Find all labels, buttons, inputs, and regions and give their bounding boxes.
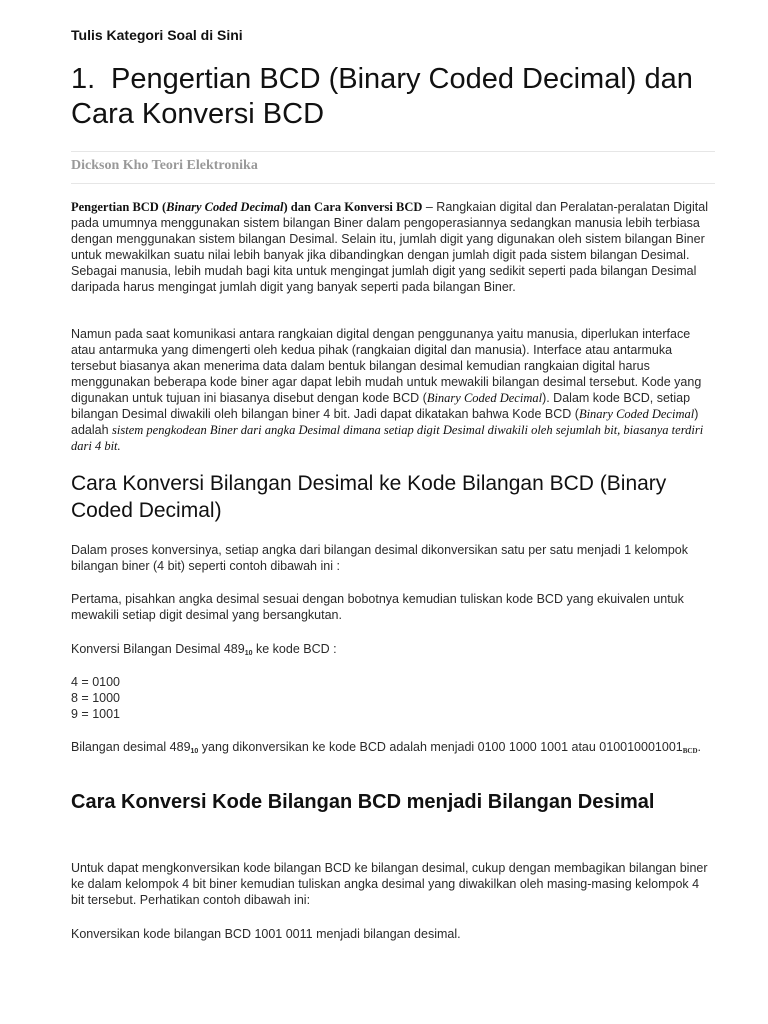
- conversion-result: Bilangan desimal $489_{10}$ yang dikonversikan ke kode BCD adalah menjadi 0100 1000 1001 atau $010010001001_{BCD}$.: [71, 740, 701, 755]
- section2-paragraph-1: Untuk dapat mengkonversikan kode bilangan BCD ke bilangan desimal, cukup dengan membagikan bilangan biner ke dalam kelompok 4 bit biner kemudian tuliskan angka desimal yang diwakilkan oleh masing-masing kelompok 4 bit tersebut. Perhatikan contoh dibawah ini:: [71, 861, 708, 907]
- bcd-definition: sistem pengkodean Biner dari angka Desimal dimana setiap digit Desimal diwakili oleh sejumlah bit, biasanya terdiri dari 4 bit.: [71, 423, 704, 453]
- section1-paragraph-1: Dalam proses konversinya, setiap angka dari bilangan desimal dikonversikan satu per satu menjadi 1 kelompok bilangan biner (4 bit) seperti contoh dibawah ini :: [71, 543, 688, 573]
- intro-text: – Rangkaian digital dan Peralatan-peralatan Digital pada umumnya menggunakan sistem bilangan Biner dalam pengoperasiannya sedangkan manusia lebih terbiasa dengan menggunakan sistem bilangan Desimal. Selain itu, jumlah digit yang digunakan oleh sistem bilangan Biner untuk mewakilkan suatu nilai lebih banyak jika dibandingkan dengan jumlah digit pada sistem bilangan Desimal. Sebagai manusia, lebih mudah bagi kita untuk mengingat jumlah digit yang sedikit seperti pada bilangan Desimal daripada harus mengingat jumlah digit yang banyak seperti pada bilangan Biner.: [71, 200, 708, 294]
- digit-mapping: 8 = 1000: [71, 691, 121, 705]
- title-number: 1.: [71, 63, 96, 95]
- base-subscript: 10: [190, 748, 199, 755]
- divider: [71, 151, 715, 152]
- section2-paragraph-2: Konversikan kode bilangan BCD 1001 0011 menjadi bilangan desimal.: [71, 927, 461, 941]
- author-byline: Dickson Kho Teori Elektronika: [71, 158, 258, 173]
- intro-lead-end: ) dan Cara Konversi BCD: [283, 200, 423, 214]
- para2-term-2: Binary Coded Decimal: [578, 407, 695, 421]
- intro-paragraph: [71, 199, 715, 295]
- section-heading-decimal-to-bcd: Cara Konversi Bilangan Desimal ke Kode Bilangan BCD (Binary Coded Decimal): [71, 472, 667, 522]
- para2-text-a: Namun pada saat komunikasi antara rangkaian digital dengan penggunanya yaitu manusia, diperlukan interface atau antarmuka yang dimengerti oleh kedua pihak (rangkaian digital dan manusia). Interface atau antarmuka tersebut biasanya akan menerima data dalam bentuk bilangan desimal kemudian rangkaian digital harus menggunakan beberapa kode biner agar dapat lebih mudah untuk mewakili bilangan desimal tersebut. Kode yang digunakan untuk tujuan ini biasanya disebut dengan kode BCD (: [71, 327, 702, 405]
- conversion-example: Konversi Bilangan Desimal $489_{10}$ ke kode BCD :: [71, 642, 337, 657]
- para2-term-1: Binary Coded Decimal: [426, 391, 543, 405]
- para2-text-c: ) adalah: [71, 407, 699, 437]
- category-label: Tulis Kategori Soal di Sini: [71, 27, 243, 43]
- title-text: Pengertian BCD (Binary Coded Decimal) dan Cara Konversi BCD: [71, 63, 693, 130]
- intro-lead: Pengertian BCD (: [71, 200, 167, 214]
- divider: [71, 183, 715, 184]
- section-heading-bcd-to-decimal: Cara Konversi Kode Bilangan BCD menjadi Bilangan Desimal: [71, 791, 655, 813]
- digit-mapping: 4 = 0100: [71, 675, 121, 689]
- para2-text-b: ). Dalam kode BCD, setiap bilangan Desimal diwakili oleh bilangan biner 4 bit. Jadi dapat dikatakan bahwa Kode BCD (: [71, 391, 691, 421]
- intro-lead-term: Binary Coded Decimal: [166, 200, 284, 214]
- interface-paragraph: [71, 326, 715, 454]
- digit-mapping: 9 = 1001: [71, 707, 121, 721]
- section1-paragraph-2: Pertama, pisahkan angka desimal sesuai dengan bobotnya kemudian tuliskan kode BCD yang ekuivalen untuk mewakili setiap digit desimal yang bersangkutan.: [71, 592, 684, 622]
- article-title: [71, 62, 721, 132]
- bcd-subscript: BCD: [682, 747, 698, 755]
- base-subscript: 10: [244, 650, 253, 657]
